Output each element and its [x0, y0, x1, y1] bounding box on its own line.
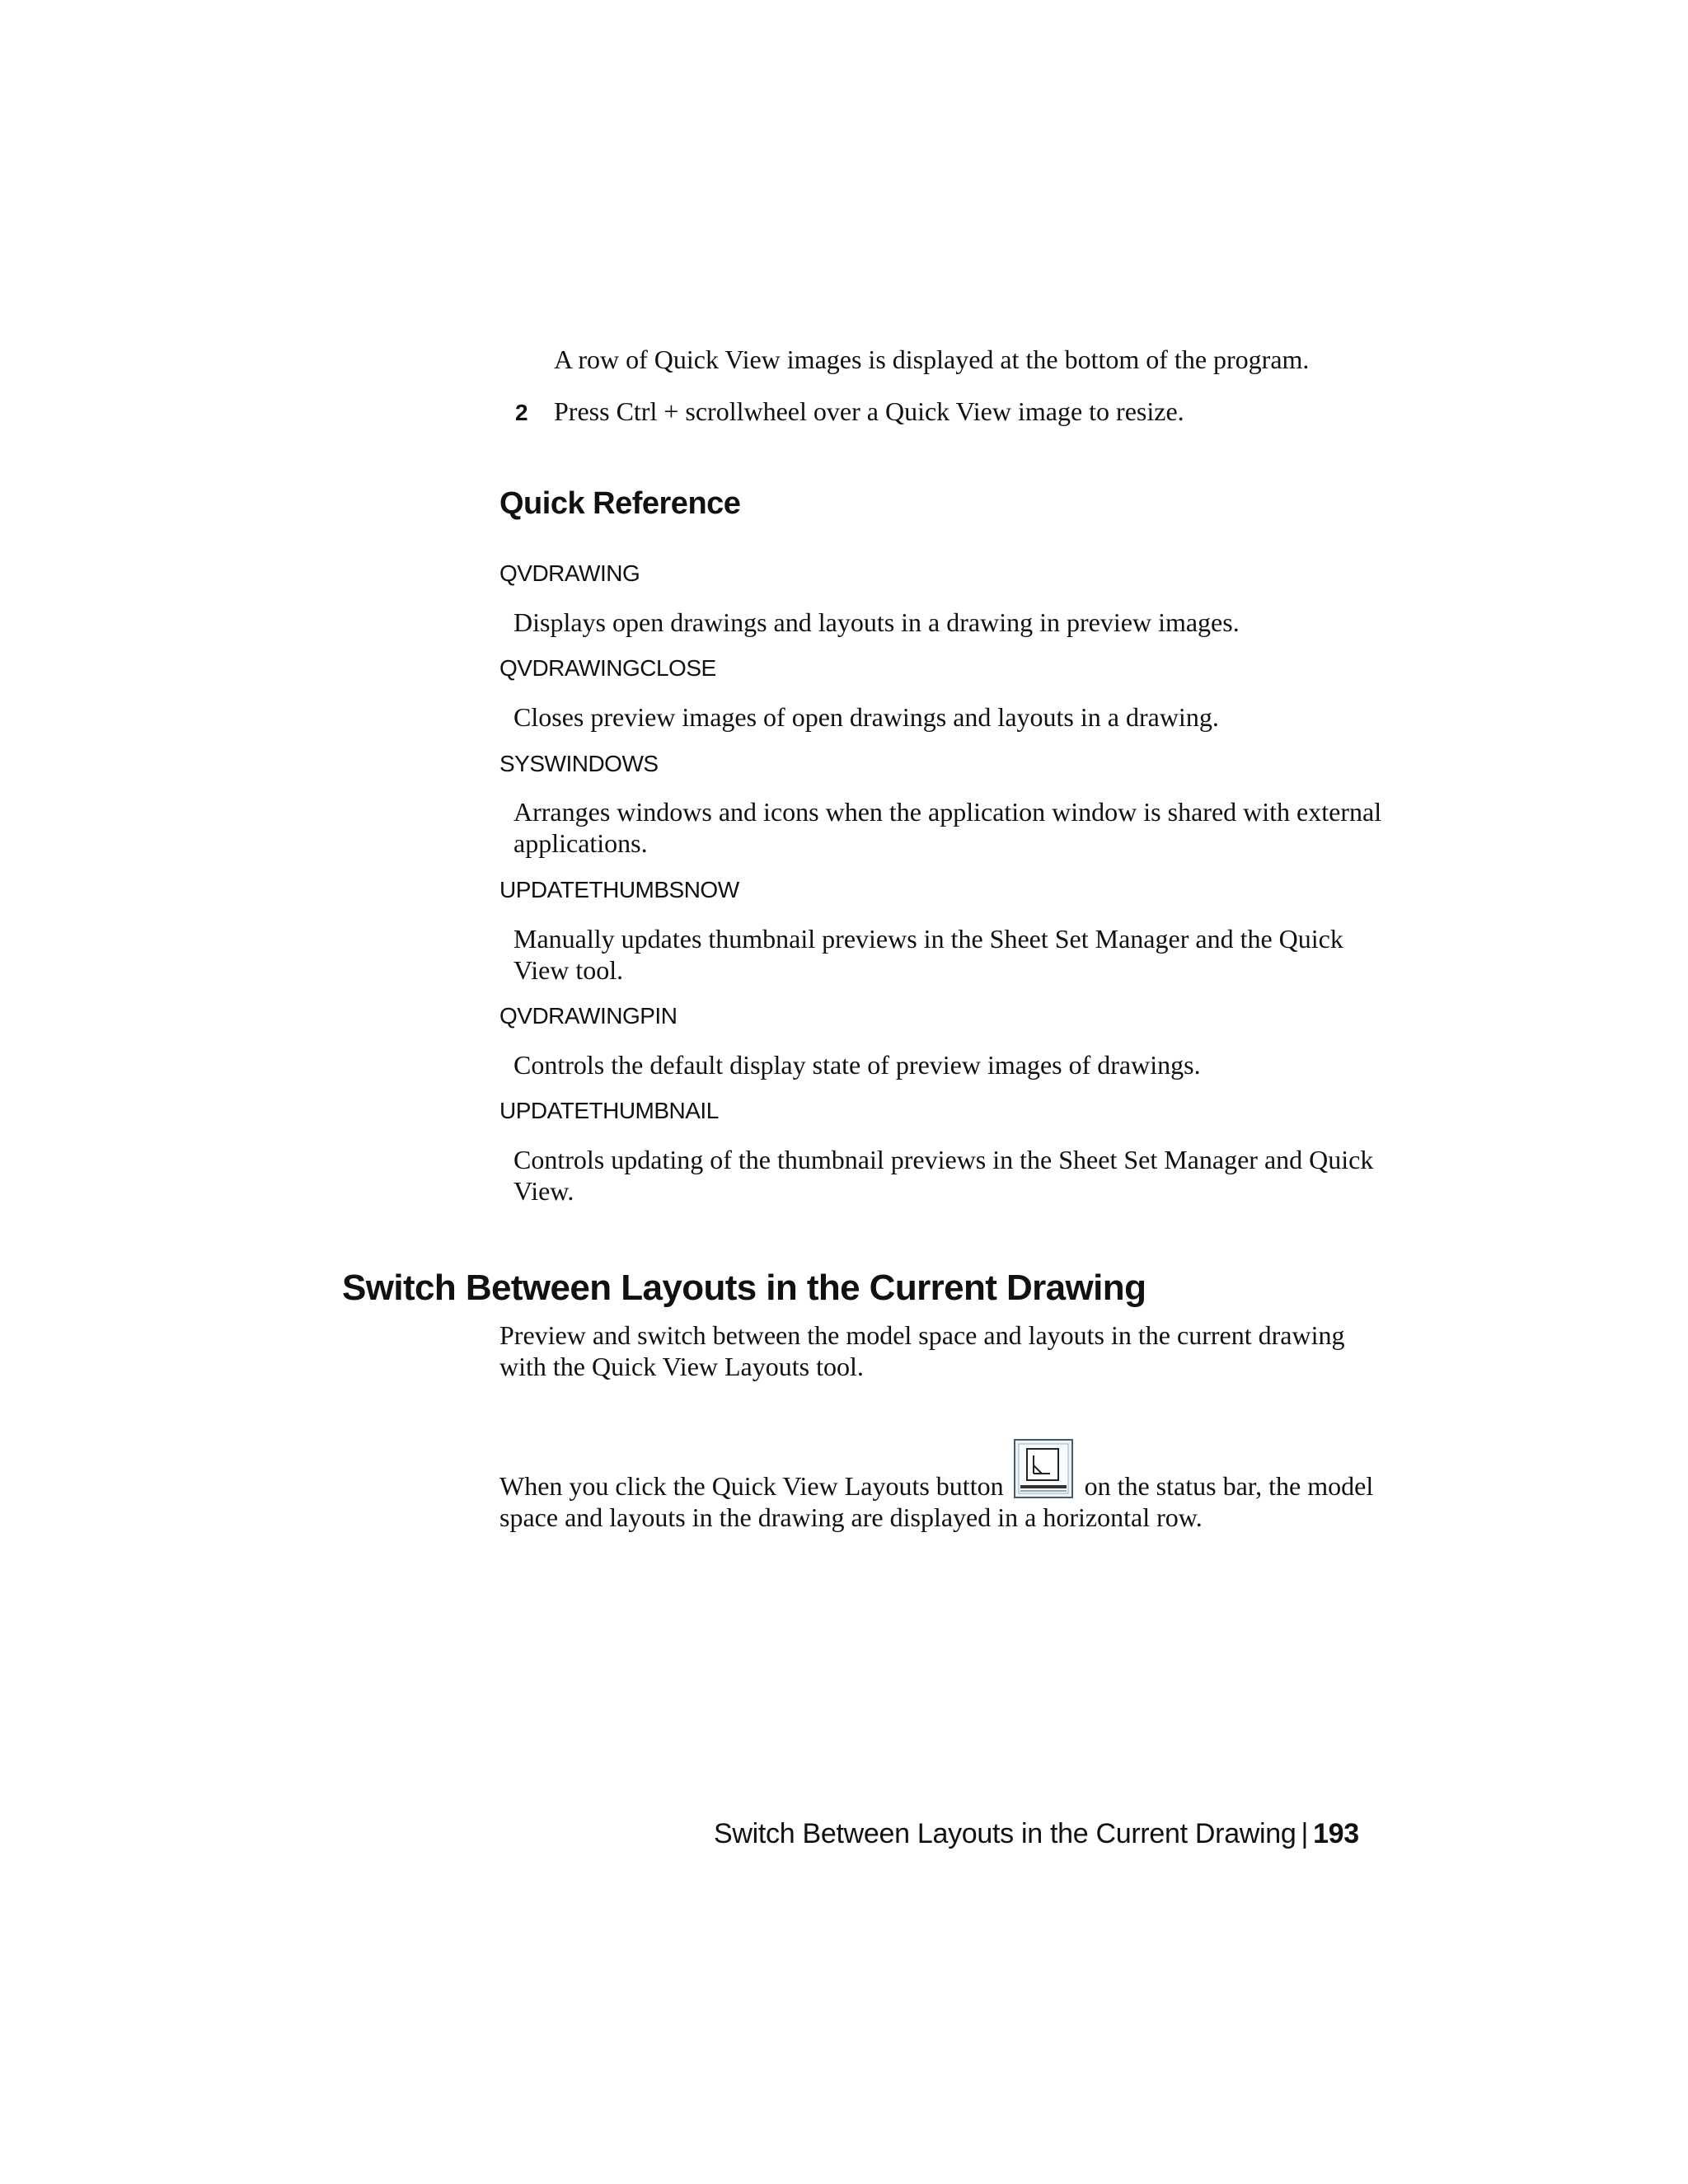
command-description: Closes preview images of open drawings and layouts in a drawing.	[513, 702, 1219, 732]
paragraph-text-after: on the status bar, the model space and layouts in the drawing are displayed in a horizontal row.	[499, 1471, 1374, 1532]
footer-title: Switch Between Layouts in the Current Drawing	[714, 1818, 1296, 1849]
command-description: Controls updating of the thumbnail previews in the Sheet Set Manager and Quick View.	[513, 1145, 1374, 1206]
quick-view-layouts-icon	[1014, 1439, 1073, 1498]
step-item	[515, 396, 1463, 429]
paragraph-text-before: When you click the Quick View Layouts button	[499, 1471, 1004, 1501]
command-name: QVDRAWING	[499, 560, 640, 586]
command-description: Arranges windows and icons when the application window is shared with external applications.	[513, 797, 1382, 858]
page-footer	[714, 1818, 1359, 1850]
command-description: Manually updates thumbnail previews in the Sheet Set Manager and the Quick View tool.	[513, 924, 1343, 985]
section-paragraph: Preview and switch between the model space and layouts in the current drawing with the Quick View Layouts tool.	[499, 1320, 1345, 1381]
command-name: QVDRAWINGCLOSE	[499, 655, 716, 681]
step-number: 2	[515, 400, 528, 425]
command-name: QVDRAWINGPIN	[499, 1003, 678, 1029]
section-paragraph-with-icon	[499, 1442, 1406, 1533]
footer-separator: |	[1301, 1818, 1309, 1849]
command-name: UPDATETHUMBNAIL	[499, 1098, 719, 1123]
step-text: Press Ctrl + scrollwheel over a Quick View image to resize.	[554, 396, 1184, 426]
command-description: Controls the default display state of preview images of drawings.	[513, 1050, 1201, 1080]
command-name: UPDATETHUMBSNOW	[499, 877, 739, 902]
command-name: SYSWINDOWS	[499, 751, 659, 776]
intro-paragraph: A row of Quick View images is displayed at the bottom of the program.	[554, 344, 1310, 374]
command-description: Displays open drawings and layouts in a drawing in preview images.	[513, 607, 1240, 637]
section-heading: Switch Between Layouts in the Current Drawing	[342, 1268, 1146, 1308]
quick-reference-heading: Quick Reference	[499, 486, 741, 521]
page-number: 193	[1313, 1818, 1359, 1849]
